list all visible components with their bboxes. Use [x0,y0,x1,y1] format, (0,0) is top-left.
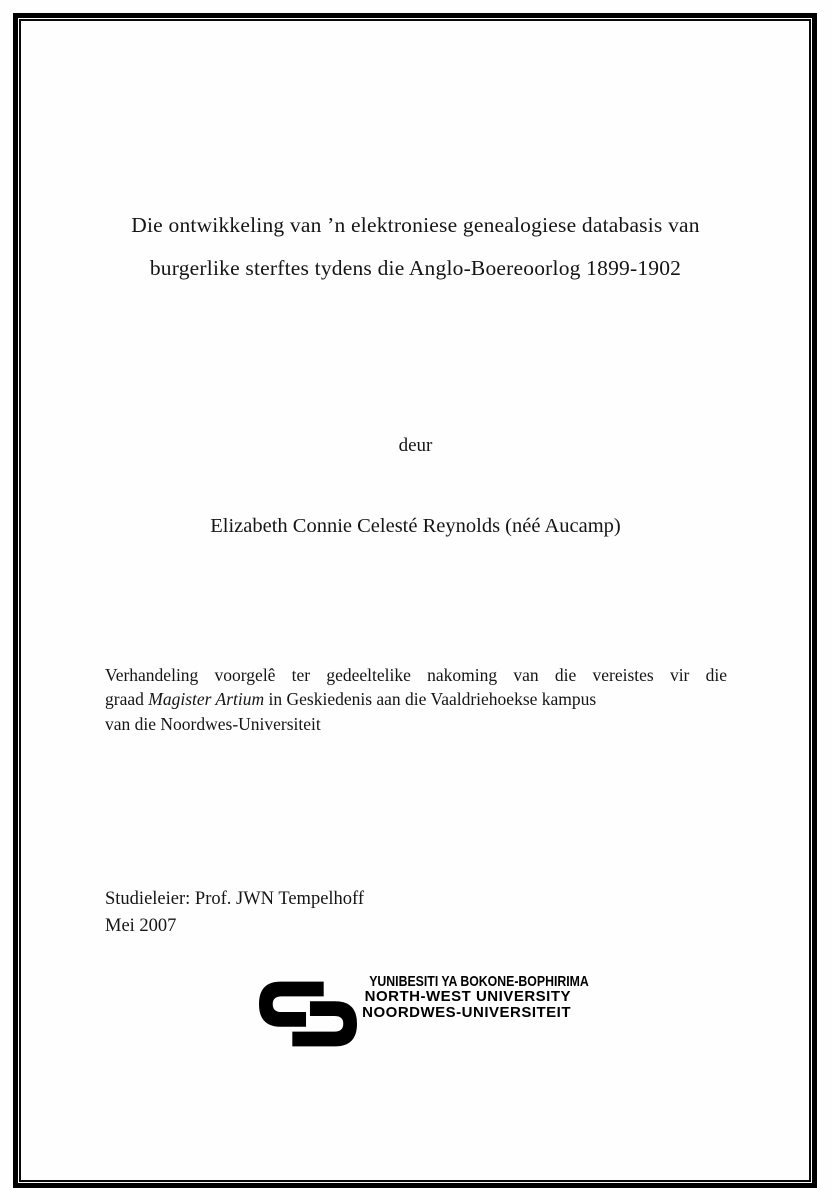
thesis-title-line1: Die ontwikkeling van ’n elektroniese genealogiese databasis van [131,213,700,237]
submission-line1: Verhandeling voorgelê ter gedeeltelike nakoming van die vereistes vir die [105,665,727,685]
university-name-block [321,973,589,1021]
university-name-english: NORTH-WEST UNIVERSITY [364,988,571,1006]
thesis-title [60,204,771,290]
submission-statement [105,663,727,736]
supervisor-line: Studieleier: Prof. JWN Tempelhoff [105,889,365,909]
byline: deur [398,435,433,456]
degree-name-italic: Magister Artium [148,689,265,710]
author-name: Elizabeth Connie Celesté Reynolds (néé Aucamp) [210,515,621,537]
submission-line3: van die Noordwes-Universiteit [105,713,321,734]
date-line: Mei 2007 [105,915,177,936]
university-name-setswana: YUNIBESITI YA BOKONE-BOPHIRIMA [369,973,589,990]
supervisor-and-date [105,886,605,939]
north-west-university-logo [259,972,589,1052]
submission-line2 [105,687,727,711]
submission-line2-post: in Geskiedenis aan die Vaaldriehoekse kampus [264,689,597,710]
submission-line2-pre: graad [105,689,149,710]
university-name-afrikaans: NOORDWES-UNIVERSITEIT [362,1003,571,1021]
thesis-title-line2: burgerlike sterftes tydens die Anglo-Boereoorlog 1899-1902 [149,256,682,280]
